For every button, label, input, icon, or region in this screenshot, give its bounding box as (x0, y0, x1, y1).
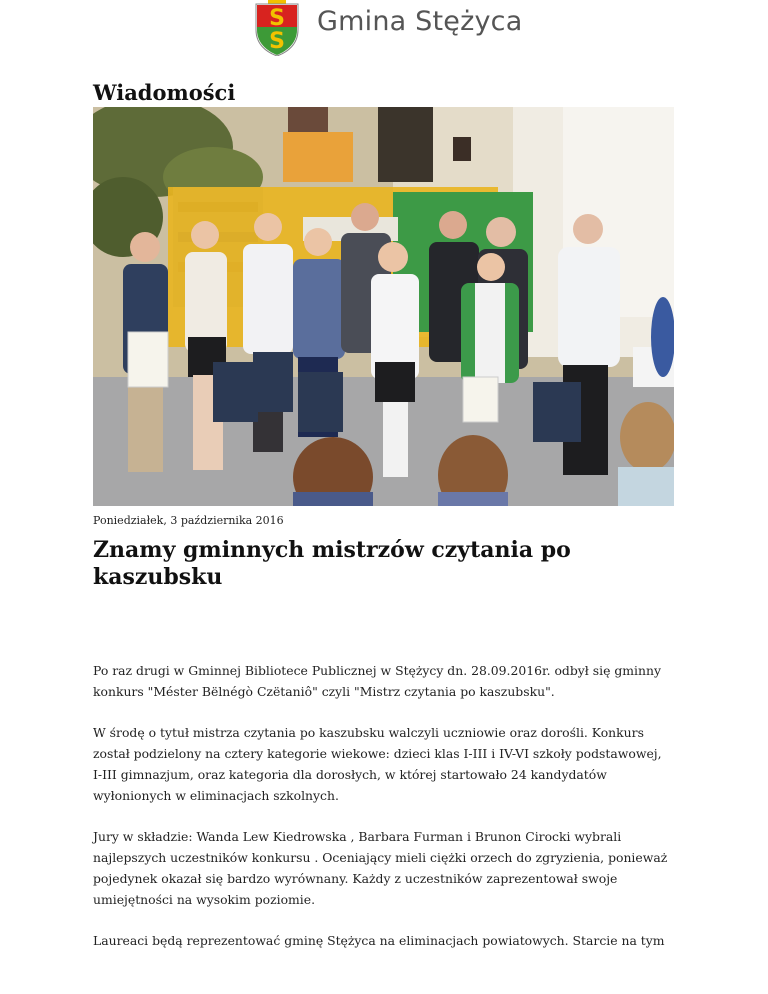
article-body (93, 660, 673, 971)
article-headline: Znamy gminnych mistrzów czytania po kaszubsku (93, 537, 571, 590)
article-paragraph: W środę o tytuł mistrza czytania po kaszubsku walczyli uczniowie oraz dorośli. Konkurs został podzielony na cztery kategorie wiekowe: dzieci klas I-III i IV-VI szkoły podstawowej, I-III gimnazjum, oraz kategoria dla dorosłych, w której startowało 24 kandydatów wyłonionych w eliminacjach szkolnych. (93, 725, 662, 803)
crest-letter-bottom: S (269, 29, 285, 54)
article-paragraph: Po raz drugi w Gminnej Bibliotece Publicznej w Stężycy dn. 28.09.2016r. odbył się gminny konkurs "Méster Bëlnégò Czëtaniô" czyli "Mistrz czytania po kaszubsku". (93, 663, 661, 699)
article-date: Poniedziałek, 3 października 2016 (93, 514, 284, 527)
site-name[interactable]: Gmina Stężyca (317, 6, 523, 37)
section-title: Wiadomości (93, 80, 236, 105)
crest-letter-top: S (269, 6, 285, 31)
article-paragraph: Laureaci będą reprezentować gminę Stężyca na eliminacjach powiatowych. Starcie na tym (93, 933, 665, 948)
article-photo (93, 107, 674, 506)
gmina-crest-logo[interactable] (254, 0, 300, 56)
site-header (0, 0, 768, 60)
article-paragraph: Jury w składzie: Wanda Lew Kiedrowska , Barbara Furman i Brunon Cirocki wybrali najlepszych uczestników konkursu . Oceniający mieli ciężki orzech do zgryzienia, ponieważ pojedynek okazał się bardzo wyrównany. Każdy z uczestników zaprezentował swoje umiejętności na wysokim poziomie. (93, 829, 668, 907)
